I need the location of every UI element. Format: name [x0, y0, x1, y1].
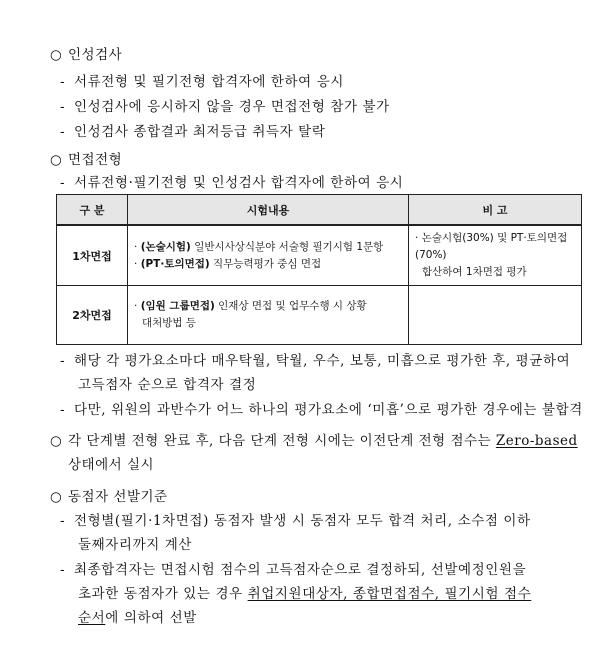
list-item: - 서류전형 및 필기전형 합격자에 한하여 응시 — [60, 74, 344, 90]
list-item-continuation: 초과한 동점자가 있는 경우 취업지원대상자, 종합면접점수, 필기시험 점수 — [78, 586, 532, 602]
section-zero-based: ○ 각 단계별 전형 완료 후, 다음 단계 전형 시에는 이전단계 전형 점수는 Zero-based — [50, 433, 578, 449]
list-item-continuation: 둘째자리까지 계산 — [78, 537, 193, 553]
content-line: · (논술시험) 일반시사상식분야 서술형 필기시험 1문항 — [134, 240, 384, 253]
section-tie-heading: ○ 동점자 선발기준 — [50, 489, 168, 505]
circle-bullet-icon: ○ — [50, 47, 63, 63]
section-personality-heading: ○ 인성검사 — [50, 47, 123, 63]
circle-bullet-icon: ○ — [50, 433, 63, 449]
list-item: - 인성검사 종합결과 최저등급 취득자 탈락 — [60, 124, 326, 140]
list-item: - 해당 각 평가요소마다 매우탁월, 탁월, 우수, 보통, 미흡으로 평가한 후, 평균하여 — [60, 353, 571, 369]
note-line: 합산하여 1차면접 평가 — [422, 266, 527, 278]
row-content — [128, 225, 409, 286]
list-item: - 다만, 위원의 과반수가 어느 하나의 평가요소에 ‘미흡’으로 평가한 경우에는 불합격 — [60, 402, 583, 418]
content-line: · (PT·토의면접) 직무능력평가 중심 면접 — [134, 257, 322, 270]
circle-bullet-icon: ○ — [50, 489, 63, 505]
interview-table — [56, 194, 582, 345]
row-content — [128, 286, 409, 345]
section-interview-heading: ○ 면접전형 — [50, 152, 123, 168]
list-item: - 서류전형·필기전형 및 인성검사 합격자에 한하여 응시 — [60, 175, 404, 191]
content-line: · (임원 그룹면접) 인재상 면접 및 업무수행 시 상황 — [134, 300, 367, 312]
circle-bullet-icon: ○ — [50, 152, 63, 168]
list-item: - 인성검사에 응시하지 않을 경우 면접전형 참가 불가 — [60, 99, 390, 115]
list-item: - 최종합격자는 면접시험 점수의 고득점자순으로 결정하되, 선발예정인원을 — [60, 562, 527, 578]
table-header-row — [57, 195, 582, 226]
table-row — [57, 225, 582, 286]
note-line: · 논술시험(30%) 및 PT·토의면접(70%) — [415, 232, 568, 261]
row-note — [409, 225, 582, 286]
list-item-continuation: 순서에 의하여 선발 — [78, 610, 197, 626]
table-header-note: 비 고 — [409, 195, 582, 226]
table-header-category: 구 분 — [57, 195, 128, 226]
list-item-continuation: 고득점자 순으로 합격자 결정 — [78, 377, 257, 393]
row-note — [409, 286, 582, 345]
list-item: - 전형별(필기·1차면접) 동점자 발생 시 동점자 모두 합격 처리, 소수점 이하 — [60, 513, 531, 529]
row-label: 1차면접 — [57, 225, 128, 286]
row-label: 2차면접 — [57, 286, 128, 345]
table-row — [57, 286, 582, 345]
content-line: 대처방법 등 — [142, 317, 197, 329]
table-header-content: 시험내용 — [128, 195, 409, 226]
section-zero-based-line2: 상태에서 실시 — [68, 457, 155, 473]
